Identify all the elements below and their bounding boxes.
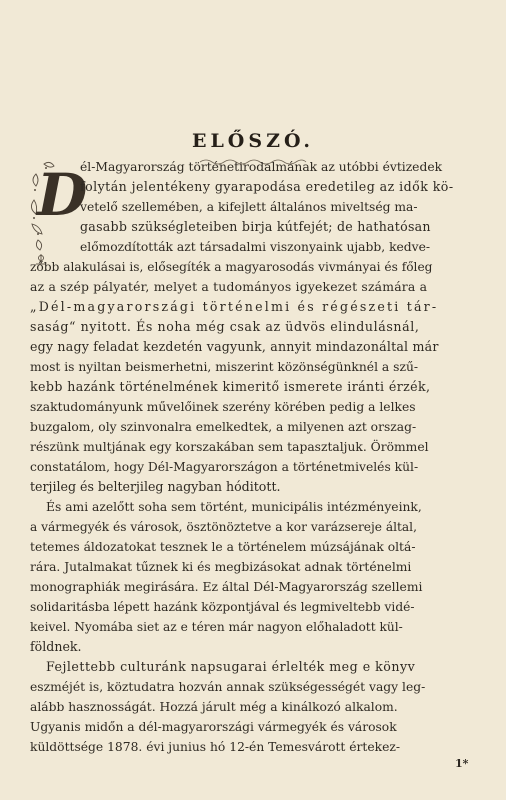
text-line: Ugyanis midőn a dél-magyarországi vármegyék és városok — [30, 720, 397, 734]
text-line: solidaritásba lépett hazánk központjával és legmiveltebb vidé- — [30, 600, 415, 614]
text-line: vetelő szellemében, a kifejlett általános miveltség ma- — [80, 200, 418, 214]
text-line: most is nyiltan beismerhetni, miszerint közönségünknél a szű- — [30, 360, 419, 374]
text-line: monographiák megirására. Ez által Dél-Magyarország szellemi — [30, 580, 423, 594]
text-line: zőbb alakulásai is, elősegíték a magyarosodás vivmányai és főleg — [30, 260, 433, 274]
text-line: eszméjét is, köztudatra hozván annak szükségességét vagy leg- — [30, 680, 426, 694]
text-line: él-Magyarország történetirodalmának az utóbbi évtizedek — [80, 160, 443, 174]
text-line: „Dél-magyarországi történelmi és régészeti tár- — [30, 299, 439, 314]
text-line: egy nagy feladat kezdetén vagyunk, annyit mindazonáltal már — [30, 339, 439, 354]
page-signature: 1* — [455, 757, 469, 770]
text-line: részünk multjának egy korszakában sem tapasztaljuk. Örömmel — [30, 440, 429, 454]
text-line: az a szép pályatér, melyet a tudományos igyekezet számára a — [30, 279, 428, 294]
text-line: rára. Jutalmakat tűznek ki és megbizásokat adnak történelmi — [30, 560, 412, 574]
text-line: saság“ nyitott. És noha még csak az üdvös elindulásnál, — [30, 319, 420, 334]
text-line: szaktudományunk művelőinek szerény körében pedig a lelkes — [30, 400, 416, 414]
text-line: alább hasznosságát. Hozzá járult még a kinálkozó alkalom. — [30, 700, 398, 714]
initial-letter: D — [37, 161, 88, 229]
text-line: terjileg és belterjileg nagyban hóditott. — [30, 479, 281, 494]
text-line: folytán jelentékeny gyarapodása eredetileg az idők kö- — [80, 179, 454, 194]
text-line: előmozdították azt társadalmi viszonyaink ujabb, kedve- — [80, 240, 431, 254]
text-line: földnek. — [30, 639, 82, 654]
text-line: És ami azelőtt soha sem történt, municipális intézményeink, — [46, 500, 422, 514]
text-line: Fejlettebb culturánk napsugarai érlelték meg e könyv — [46, 659, 416, 674]
text-line: constatálom, hogy Dél-Magyarországon a történetmivelés kül- — [30, 460, 419, 474]
text-line: küldöttsége 1878. évi junius hó 12-én Temesvárott értekez- — [30, 740, 401, 754]
text-line: buzgalom, oly szinvonalra emelkedtek, a milyenen azt orszag- — [30, 420, 417, 434]
text-line: gasabb szükségleteiben birja kútfejét; de hathatósan — [80, 219, 431, 234]
text-line: tetemes áldozatokat tesznek le a történelem múzsájának oltá- — [30, 540, 416, 554]
text-line: keivel. Nyomába siet az e téren már nagyon előhaladott kül- — [30, 620, 403, 634]
text-line: kebb hazánk történelmének kimeritő ismerete iránti érzék, — [30, 379, 431, 394]
text-line: a vármegyék és városok, ösztönöztetve a kor varázsereje által, — [30, 520, 417, 534]
page-title: ELŐSZÓ. — [191, 130, 315, 152]
